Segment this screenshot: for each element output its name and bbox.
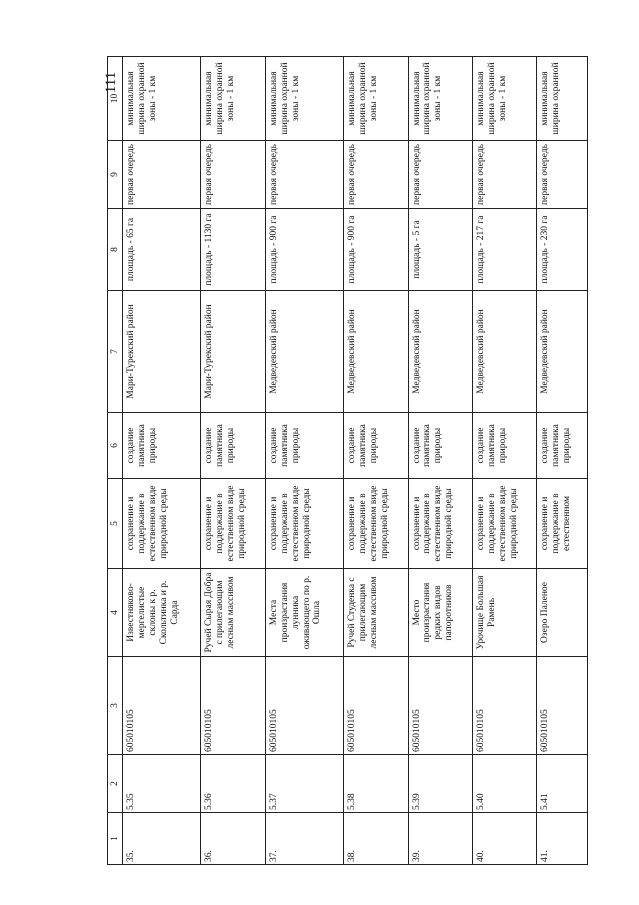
column-number: 6 xyxy=(108,413,123,479)
table-row xyxy=(537,57,588,865)
object-goal: сохранение и поддержание в естественном виде природной среды xyxy=(472,479,536,569)
priority-stage: первая очередь xyxy=(408,141,472,209)
object-index: 5.36 xyxy=(201,755,265,813)
district-name: Мари-Турекский район xyxy=(201,291,265,413)
column-number: 10 xyxy=(108,57,123,141)
object-index: 5.39 xyxy=(408,755,472,813)
object-name: Урочище Большая Рамень xyxy=(472,569,536,657)
object-area: площадь - 230 га xyxy=(537,209,588,291)
oktmo-code: 605010105 xyxy=(472,657,536,755)
priority-stage: первая очередь xyxy=(265,141,343,209)
row-number: 37. xyxy=(265,813,343,865)
column-number-row xyxy=(108,57,123,865)
object-name: Озеро Паленое xyxy=(537,569,588,657)
priority-stage: первая очередь xyxy=(123,141,201,209)
protection-zone: минимальная ширина охранной зоны - 1 км xyxy=(123,57,201,141)
object-index: 5.38 xyxy=(344,755,408,813)
object-area: площадь - 217 га xyxy=(472,209,536,291)
row-number: 36. xyxy=(201,813,265,865)
protection-zone: минимальная ширина охранной xyxy=(537,57,588,141)
object-goal: сохранение и поддержание в естественном виде природной среды xyxy=(265,479,343,569)
object-index: 5.40 xyxy=(472,755,536,813)
planned-action: создание памятника природы xyxy=(344,413,408,479)
row-number: 38. xyxy=(344,813,408,865)
object-area: площадь - 65 га xyxy=(123,209,201,291)
table-row xyxy=(408,57,472,865)
object-area: площадь - 1130 га xyxy=(201,209,265,291)
oktmo-code: 605010105 xyxy=(123,657,201,755)
object-name: Места произрастания лунника оживающего по р. Ошла xyxy=(265,569,343,657)
table-row xyxy=(201,57,265,865)
planned-action: создание памятника природы xyxy=(123,413,201,479)
planned-action: создание памятника природы xyxy=(408,413,472,479)
protection-zone: минимальная ширина охранной зоны - 1 км xyxy=(472,57,536,141)
planned-action: создание памятника природы xyxy=(201,413,265,479)
row-number: 41. xyxy=(537,813,588,865)
table-rotated-container xyxy=(107,57,588,865)
object-index: 5.35 xyxy=(123,755,201,813)
column-number: 4 xyxy=(108,569,123,657)
table-row xyxy=(265,57,343,865)
protection-zone: минимальная ширина охранной зоны - 1 км xyxy=(344,57,408,141)
column-number: 2 xyxy=(108,755,123,813)
oktmo-code: 605010105 xyxy=(201,657,265,755)
object-area: площадь - 5 га xyxy=(408,209,472,291)
page-number: 111 xyxy=(103,71,120,94)
column-number: 8 xyxy=(108,209,123,291)
column-number: 7 xyxy=(108,291,123,413)
district-name: Медведевский район xyxy=(537,291,588,413)
column-number: 3 xyxy=(108,657,123,755)
oktmo-code: 605010105 xyxy=(408,657,472,755)
planned-action: создание памятника природы xyxy=(265,413,343,479)
column-number: 5 xyxy=(108,479,123,569)
row-number: 39. xyxy=(408,813,472,865)
district-name: Мари-Турекский район xyxy=(123,291,201,413)
protection-zone: минимальная ширина охранной зоны - 1 км xyxy=(201,57,265,141)
object-index: 5.41 xyxy=(537,755,588,813)
priority-stage: первая очередь xyxy=(537,141,588,209)
protection-zone: минимальная ширина охранной зоны - 1 км xyxy=(408,57,472,141)
row-number: 40. xyxy=(472,813,536,865)
priority-stage: первая очередь xyxy=(201,141,265,209)
object-goal: сохранение и поддержание в естественном виде природной среды xyxy=(344,479,408,569)
object-name: Известняково-мергелистые склоны к р. Скольтинка и р. Сарда xyxy=(123,569,201,657)
priority-stage: первая очередь xyxy=(472,141,536,209)
oktmo-code: 605010105 xyxy=(265,657,343,755)
object-area: площадь - 900 га xyxy=(344,209,408,291)
table-row xyxy=(472,57,536,865)
district-name: Медведевский район xyxy=(472,291,536,413)
district-name: Медведевский район xyxy=(344,291,408,413)
object-goal: сохранение и поддержание в естественном виде природной среды xyxy=(408,479,472,569)
planned-action: создание памятника природы xyxy=(537,413,588,479)
object-name: Ручей Студенка с прилегающим лесным массивом xyxy=(344,569,408,657)
row-number: 35. xyxy=(123,813,201,865)
object-goal: сохранение и поддержание в естественном виде природной среды xyxy=(201,479,265,569)
object-name: Ручей Сырая Добра с прилегающим лесным массивом xyxy=(201,569,265,657)
priority-stage: первая очередь xyxy=(344,141,408,209)
district-name: Медведевский район xyxy=(408,291,472,413)
table-row xyxy=(344,57,408,865)
planned-action: создание памятника природы xyxy=(472,413,536,479)
object-goal: сохранение и поддержание в естественном виде природной среды xyxy=(123,479,201,569)
district-name: Медведевский район xyxy=(265,291,343,413)
protected-areas-table xyxy=(107,56,588,865)
oktmo-code: 605010105 xyxy=(344,657,408,755)
table-row xyxy=(123,57,201,865)
object-name: Место произрастания редких видов папоротников xyxy=(408,569,472,657)
object-goal: сохранение и поддержание в естественном xyxy=(537,479,588,569)
object-area: площадь - 900 га xyxy=(265,209,343,291)
object-index: 5.37 xyxy=(265,755,343,813)
oktmo-code: 605010105 xyxy=(537,657,588,755)
column-number: 9 xyxy=(108,141,123,209)
column-number: 1 xyxy=(108,813,123,865)
protection-zone: минимальная ширина охранной зоны - 1 км xyxy=(265,57,343,141)
